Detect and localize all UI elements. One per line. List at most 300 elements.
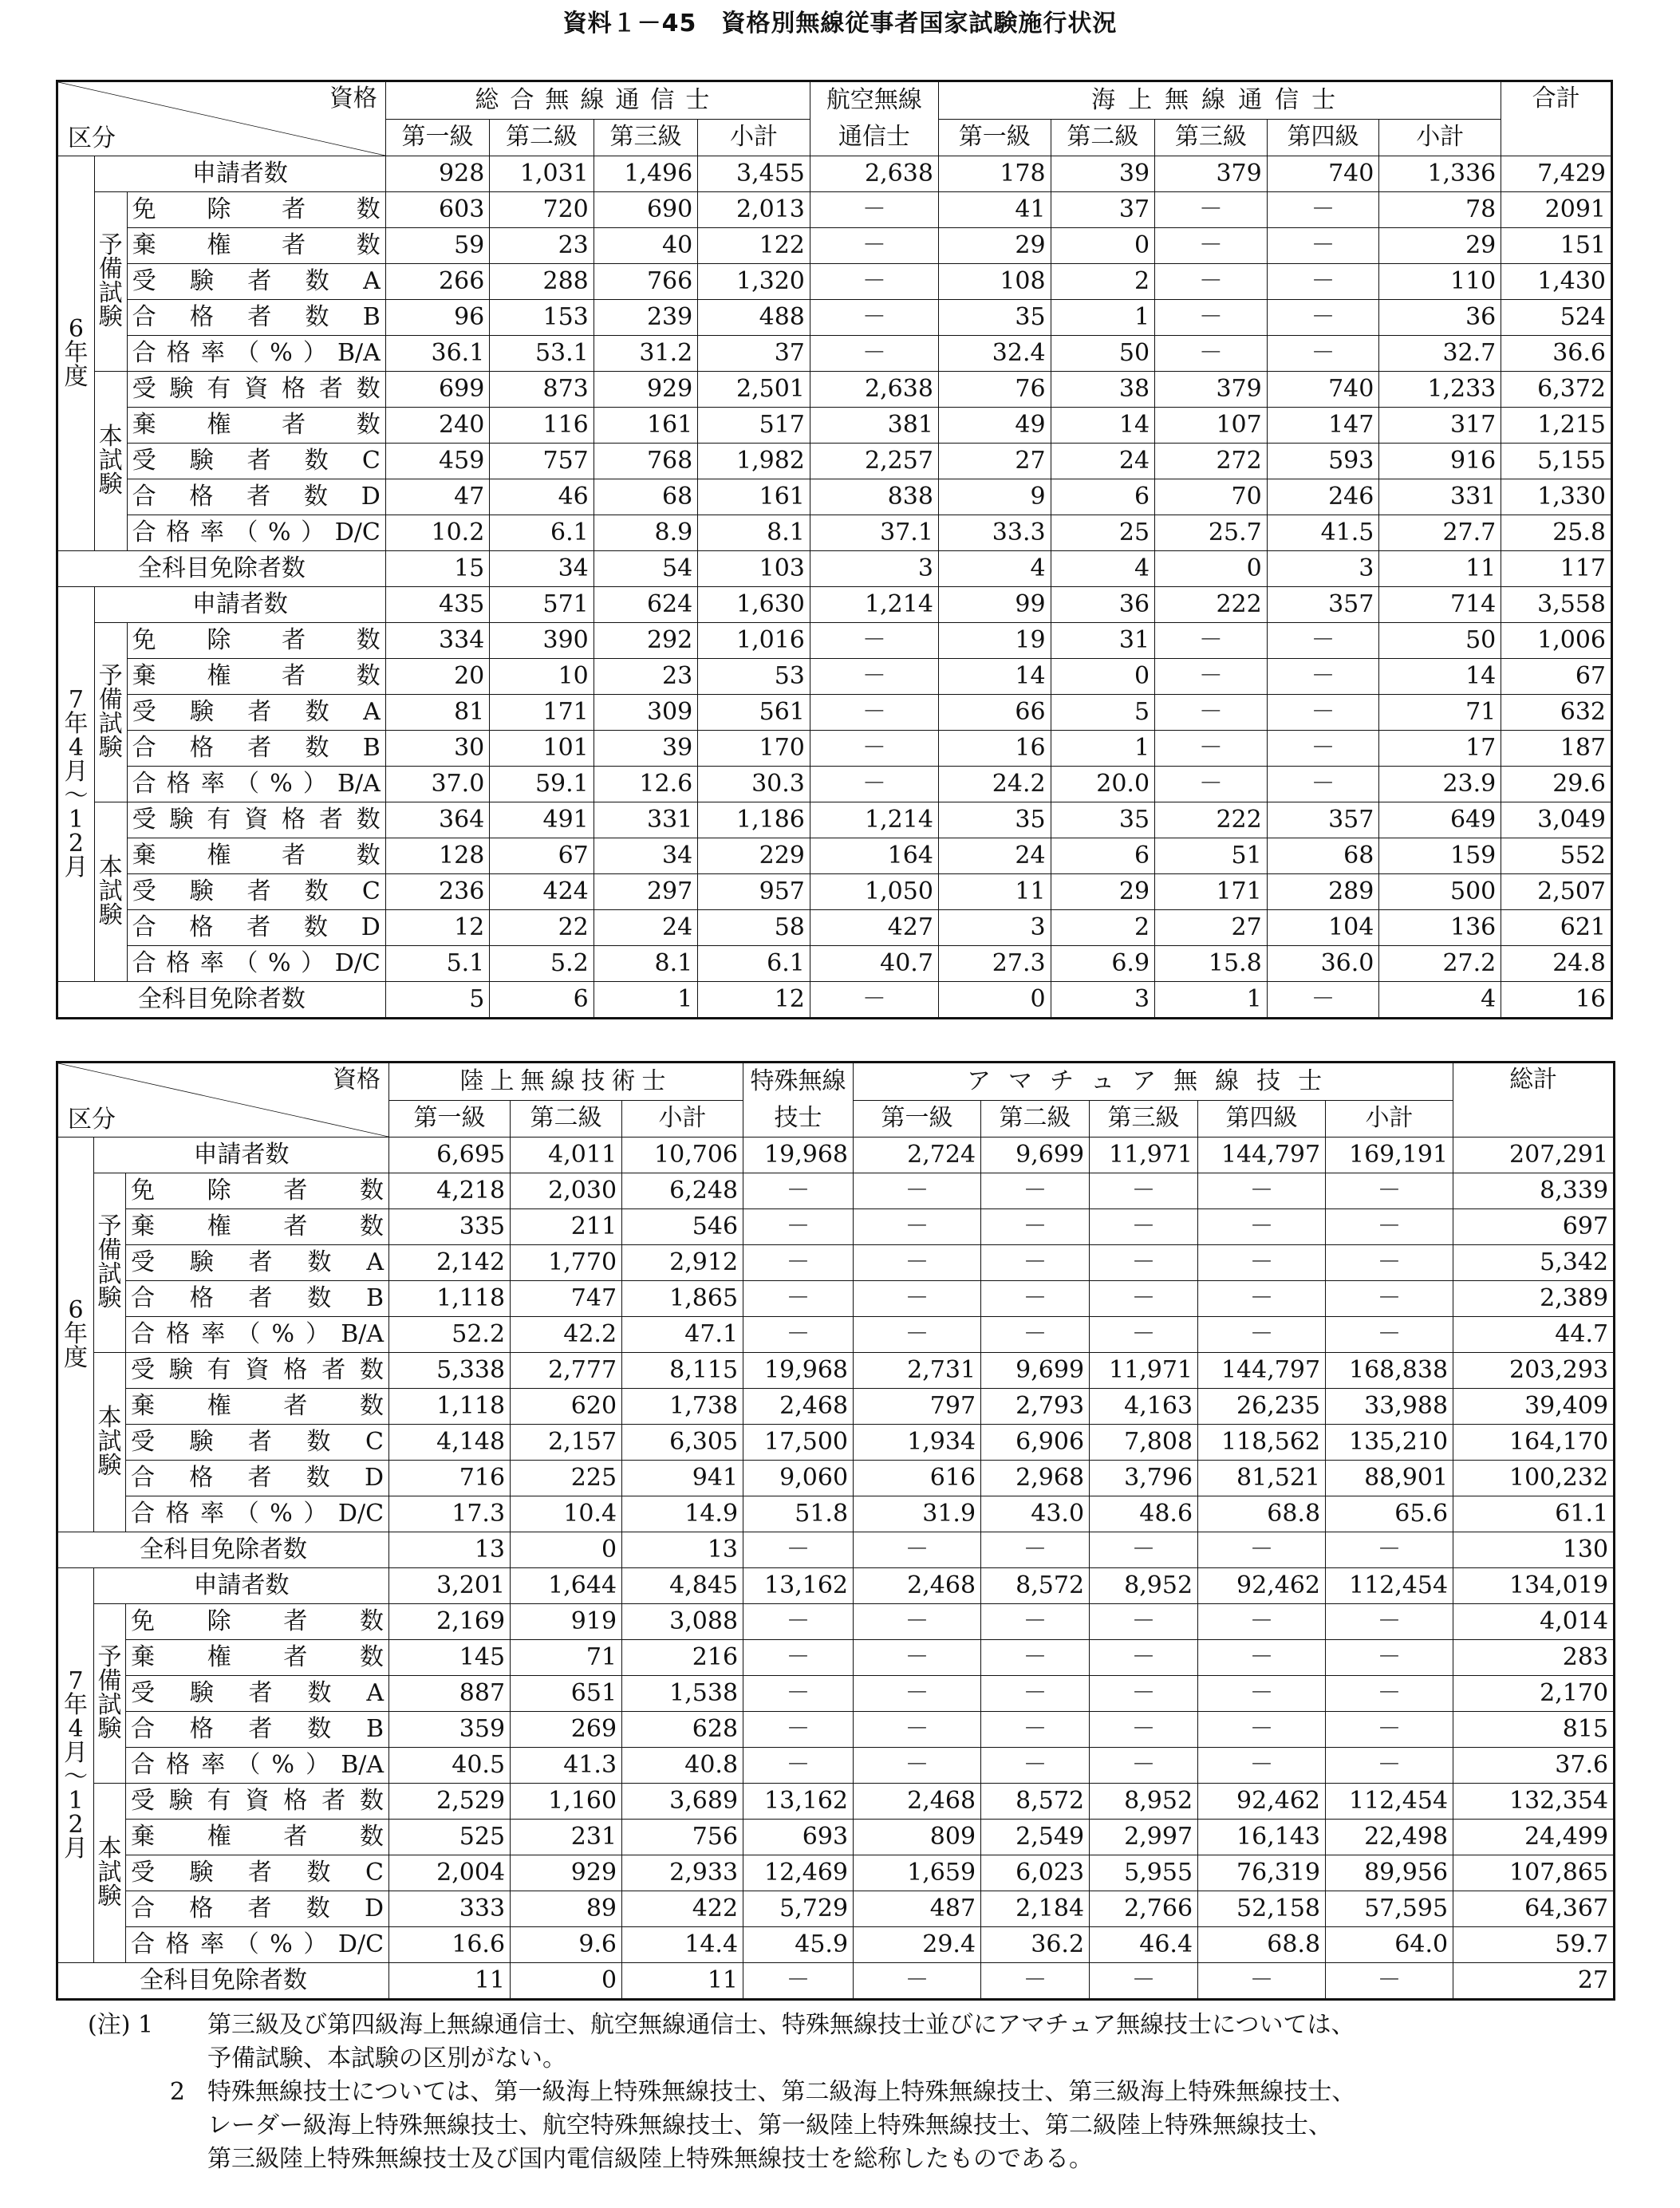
table-cell: －	[981, 1640, 1090, 1676]
table-cell: －	[1198, 1532, 1326, 1568]
table-cell: 231	[511, 1820, 622, 1855]
table-cell: 2,724	[854, 1138, 981, 1173]
table-cell: －	[981, 1209, 1090, 1245]
table-row	[57, 336, 1612, 372]
table-cell: 29	[1051, 874, 1154, 910]
table-cell: －	[1155, 695, 1268, 731]
table-cell: －	[1090, 1245, 1198, 1281]
table-cell: 32.4	[938, 336, 1051, 372]
table-cell: 17,500	[743, 1425, 854, 1461]
table-cell: 2,257	[810, 444, 938, 479]
sub-header: 第四級	[1198, 1100, 1326, 1137]
row-label: 受験者数C	[127, 874, 385, 910]
sub-header: 第三級	[1155, 119, 1268, 156]
table-cell: 40.5	[389, 1748, 511, 1784]
table-cell: －	[1155, 228, 1268, 264]
table-cell: 27	[1155, 910, 1268, 946]
period-label: 7 年 4 月 〜 1 2 月	[57, 587, 95, 982]
row-label: 免除者数	[126, 1604, 389, 1640]
table-cell: 45.9	[743, 1927, 854, 1963]
table-cell: 5,955	[1090, 1855, 1198, 1891]
table-cell: 3,796	[1090, 1461, 1198, 1496]
table-cell: 2,142	[389, 1245, 511, 1281]
table-cell: 4	[938, 551, 1051, 587]
table-cell: －	[1090, 1281, 1198, 1317]
table-cell: 12.6	[594, 767, 697, 802]
table-cell: －	[810, 623, 938, 659]
table-row	[57, 910, 1612, 946]
table-cell: 246	[1267, 479, 1379, 515]
sub-header: 小計	[1379, 119, 1501, 156]
table-cell: －	[1090, 1173, 1198, 1209]
table-cell: 1,031	[490, 156, 594, 192]
table-cell: －	[810, 264, 938, 300]
table-cell: 919	[511, 1604, 622, 1640]
row-label: 棄権者数	[127, 228, 385, 264]
group-header: 陸上無線技術士	[389, 1063, 743, 1101]
sub-header: 第二級	[1051, 119, 1154, 156]
table-cell: －	[1267, 336, 1379, 372]
table-cell: 207,291	[1453, 1138, 1615, 1173]
row-label: 合格者数B	[126, 1281, 389, 1317]
table-cell: 3	[1051, 982, 1154, 1019]
table-row	[57, 767, 1612, 802]
row-label: 受験有資格者数	[126, 1784, 389, 1820]
table-cell: 6	[1051, 838, 1154, 874]
table-cell: －	[1155, 767, 1268, 802]
table-cell: 5,342	[1453, 1245, 1615, 1281]
table-cell: 7,429	[1501, 156, 1612, 192]
note-text: 特殊無線技士については、第一級海上特殊無線技士、第二級海上特殊無線技士、第三級海上特殊無線技士、	[207, 2078, 1356, 2106]
table-row	[57, 874, 1612, 910]
table-cell: 6,305	[622, 1425, 743, 1461]
table-row	[57, 444, 1612, 479]
row-label: 合格率（%）B/A	[126, 1748, 389, 1784]
table-cell: 20	[385, 659, 489, 695]
table-cell: －	[743, 1317, 854, 1353]
table-cell: 222	[1155, 587, 1268, 623]
table-cell: 23	[490, 228, 594, 264]
table-cell: 6,023	[981, 1855, 1090, 1891]
table-cell: 6.9	[1051, 946, 1154, 982]
table-cell: 171	[1155, 874, 1268, 910]
table-cell: 239	[594, 300, 697, 336]
row-label: 合格者数B	[127, 300, 385, 336]
table-cell: 40.8	[622, 1748, 743, 1784]
table-cell: 31	[1051, 623, 1154, 659]
table-cell: －	[743, 1173, 854, 1209]
table-cell: －	[1267, 300, 1379, 336]
table-cell: －	[1267, 264, 1379, 300]
table-cell: 292	[594, 623, 697, 659]
table-cell: 64,367	[1453, 1891, 1615, 1927]
page-title: 資料１－45 資格別無線従事者国家試験施行状況	[562, 10, 1118, 37]
table-cell: 36.1	[385, 336, 489, 372]
table-cell: －	[1267, 228, 1379, 264]
table-cell: 10.2	[385, 515, 489, 551]
table-cell: 52.2	[389, 1317, 511, 1353]
table-cell: 19	[938, 623, 1051, 659]
group-header: 総計	[1453, 1063, 1615, 1138]
table-cell: 4	[1051, 551, 1154, 587]
table-cell: 100,232	[1453, 1461, 1615, 1496]
sub-header: 小計	[622, 1100, 743, 1137]
table-cell: 46	[490, 479, 594, 515]
table-cell: 112,454	[1326, 1568, 1453, 1604]
prelim-exam-label: 予 備 試 験	[94, 623, 127, 802]
table-cell: 6,248	[622, 1173, 743, 1209]
table-cell: 2,157	[511, 1425, 622, 1461]
sub-header: 第一級	[854, 1100, 981, 1137]
table-cell: 379	[1155, 372, 1268, 408]
table-cell: 379	[1155, 156, 1268, 192]
table-cell: 4,148	[389, 1425, 511, 1461]
table-cell: 112,454	[1326, 1784, 1453, 1820]
table-cell: 27.2	[1379, 946, 1501, 982]
prelim-exam-label: 予 備 試 験	[94, 1604, 126, 1784]
table-cell: 51.8	[743, 1496, 854, 1532]
table-cell: 2,468	[743, 1389, 854, 1425]
sub-header: 第一級	[389, 1100, 511, 1137]
table-cell: －	[981, 1676, 1090, 1712]
table-cell: －	[1326, 1281, 1453, 1317]
table-cell: －	[981, 1532, 1090, 1568]
table-cell: 8,572	[981, 1784, 1090, 1820]
table-cell: 0	[938, 982, 1051, 1019]
table-cell: 1	[1051, 731, 1154, 767]
row-label: 申請者数	[94, 587, 385, 623]
table-cell: 76	[938, 372, 1051, 408]
table-cell: 3,455	[698, 156, 810, 192]
table-cell: 25	[1051, 515, 1154, 551]
table-cell: 108	[938, 264, 1051, 300]
note-text: 第三級陸上特殊無線技士及び国内電信級陸上特殊無線技士を総称したものである。	[207, 2145, 1093, 2173]
table-cell: 2,529	[389, 1784, 511, 1820]
table-cell: 117	[1501, 551, 1612, 587]
table-cell: 48.6	[1090, 1496, 1198, 1532]
table-cell: －	[1326, 1209, 1453, 1245]
table-row	[57, 659, 1612, 695]
table-cell: －	[1198, 1245, 1326, 1281]
row-label: 合格者数D	[127, 479, 385, 515]
table-cell: 2,389	[1453, 1281, 1615, 1317]
table-cell: 2,468	[854, 1784, 981, 1820]
table-cell: 14.9	[622, 1496, 743, 1532]
table-cell: －	[1198, 1173, 1326, 1209]
main-exam-label: 本 試 験	[94, 802, 127, 982]
table-cell: 1,770	[511, 1245, 622, 1281]
table-cell: 8,115	[622, 1353, 743, 1389]
table-cell: －	[1198, 1712, 1326, 1748]
table-cell: 44.7	[1453, 1317, 1615, 1353]
table-cell: －	[743, 1640, 854, 1676]
table-cell: －	[1267, 767, 1379, 802]
table-cell: 1,233	[1379, 372, 1501, 408]
table-cell: 99	[938, 587, 1051, 623]
table-cell: 14.4	[622, 1927, 743, 1963]
table-cell: 122	[698, 228, 810, 264]
note-number: 2	[169, 2078, 185, 2106]
table-cell: 2,468	[854, 1568, 981, 1604]
table-cell: 27.3	[938, 946, 1051, 982]
table-cell: 13	[622, 1532, 743, 1568]
table-cell: 2,501	[698, 372, 810, 408]
table-cell: 15	[385, 551, 489, 587]
table-cell: 161	[594, 408, 697, 444]
table-cell: 24.2	[938, 767, 1051, 802]
row-label: 合格率（%）D/C	[127, 946, 385, 982]
table-cell: 13,162	[743, 1568, 854, 1604]
table-row	[57, 1604, 1615, 1640]
table-row	[57, 156, 1612, 192]
table-row	[57, 982, 1612, 1019]
table-row	[57, 192, 1612, 228]
table-cell: －	[1267, 659, 1379, 695]
table-cell: －	[854, 1532, 981, 1568]
table-cell: 67	[490, 838, 594, 874]
table-cell: 40	[594, 228, 697, 264]
table-cell: 70	[1155, 479, 1268, 515]
table-cell: 6.1	[490, 515, 594, 551]
group-header: 総合無線通信士	[385, 81, 810, 120]
table-cell: 68	[1267, 838, 1379, 874]
table-cell: 11,971	[1090, 1138, 1198, 1173]
table-cell: －	[854, 1209, 981, 1245]
table-cell: 916	[1379, 444, 1501, 479]
sub-header: 第三級	[1090, 1100, 1198, 1137]
table-row	[57, 1784, 1615, 1820]
table-cell: 266	[385, 264, 489, 300]
table-row	[57, 1568, 1615, 1604]
table-cell: 0	[1155, 551, 1268, 587]
group-header: 海上無線通信士	[938, 81, 1501, 120]
table-cell: 1,934	[854, 1425, 981, 1461]
row-label: 免除者数	[126, 1173, 389, 1209]
table-row	[57, 372, 1612, 408]
row-label: 棄権者数	[127, 838, 385, 874]
table-cell: －	[854, 1281, 981, 1317]
table-cell: 552	[1501, 838, 1612, 874]
table-cell: 603	[385, 192, 489, 228]
table-cell: 2,793	[981, 1389, 1090, 1425]
footnotes	[88, 2009, 1635, 2176]
table-cell: 714	[1379, 587, 1501, 623]
table-cell: －	[1326, 1640, 1453, 1676]
table-cell: 6.1	[698, 946, 810, 982]
table-cell: 41	[938, 192, 1051, 228]
table-cell: 32.7	[1379, 336, 1501, 372]
table-cell: 118,562	[1198, 1425, 1326, 1461]
table-cell: 39,409	[1453, 1389, 1615, 1425]
row-label: 受験者数C	[126, 1855, 389, 1891]
row-label: 合格者数D	[127, 910, 385, 946]
sub-header: 第一級	[938, 119, 1051, 156]
table-cell: 50	[1379, 623, 1501, 659]
table-cell: －	[743, 1748, 854, 1784]
table-cell: －	[1090, 1640, 1198, 1676]
table-row	[57, 838, 1612, 874]
header-corner	[57, 81, 386, 156]
table-cell: 225	[511, 1461, 622, 1496]
table-cell: 10.4	[511, 1496, 622, 1532]
table-cell: －	[981, 1245, 1090, 1281]
table-row	[57, 551, 1612, 587]
table-cell: －	[810, 982, 938, 1019]
table-cell: 58	[698, 910, 810, 946]
table-cell: 1,865	[622, 1281, 743, 1317]
table-cell: 699	[385, 372, 489, 408]
row-label: 受験有資格者数	[127, 802, 385, 838]
table-cell: 161	[698, 479, 810, 515]
main-exam-label: 本 試 験	[94, 372, 127, 551]
table-cell: 68.8	[1198, 1496, 1326, 1532]
table-cell: －	[981, 1317, 1090, 1353]
row-label: 受験者数C	[127, 444, 385, 479]
table-cell: －	[810, 695, 938, 731]
table-row	[57, 1173, 1615, 1209]
table-cell: 132,354	[1453, 1784, 1615, 1820]
table-cell: －	[1198, 1604, 1326, 1640]
corner-qualification-label: 資格	[333, 1066, 381, 1094]
row-label: 受験有資格者数	[126, 1353, 389, 1389]
table-cell: 17.3	[389, 1496, 511, 1532]
table-communication-operators	[56, 80, 1613, 1019]
table-cell: 187	[1501, 731, 1612, 767]
table-row	[57, 300, 1612, 336]
table-cell: 4,011	[511, 1138, 622, 1173]
main-exam-label: 本 試 験	[94, 1353, 126, 1532]
table-cell: 71	[1379, 695, 1501, 731]
header-corner	[57, 1063, 389, 1138]
row-label: 棄権者数	[126, 1820, 389, 1855]
table-cell: 2,170	[1453, 1676, 1615, 1712]
table-cell: －	[981, 1963, 1090, 2000]
table-cell: 747	[511, 1281, 622, 1317]
table-row	[57, 695, 1612, 731]
table-cell: 144,797	[1198, 1138, 1326, 1173]
table-row	[57, 1245, 1615, 1281]
table-cell: 838	[810, 479, 938, 515]
row-label: 免除者数	[127, 192, 385, 228]
table-cell: 740	[1267, 372, 1379, 408]
table-cell: 333	[389, 1891, 511, 1927]
table-cell: 8,952	[1090, 1784, 1198, 1820]
table-cell: 8,952	[1090, 1568, 1198, 1604]
footnote-2	[88, 2076, 1635, 2109]
row-label: 棄権者数	[127, 408, 385, 444]
table-cell: 2,968	[981, 1461, 1090, 1496]
table-cell: 14	[1379, 659, 1501, 695]
table-cell: 624	[594, 587, 697, 623]
table-cell: 1,160	[511, 1784, 622, 1820]
table-cell: 928	[385, 156, 489, 192]
table-cell: 427	[810, 910, 938, 946]
table-cell: －	[810, 731, 938, 767]
table-cell: 151	[1501, 228, 1612, 264]
table-cell: －	[810, 336, 938, 372]
table-cell: 23.9	[1379, 767, 1501, 802]
table-cell: 357	[1267, 802, 1379, 838]
table-cell: 740	[1267, 156, 1379, 192]
table-cell: 0	[511, 1532, 622, 1568]
table-cell: 65.6	[1326, 1496, 1453, 1532]
table-cell: 1,659	[854, 1855, 981, 1891]
row-label: 合格者数D	[126, 1891, 389, 1927]
note-text: 予備試験、本試験の区別がない。	[207, 2044, 566, 2072]
table-cell: 616	[854, 1461, 981, 1496]
table-cell: 2,638	[810, 156, 938, 192]
table-cell: 1	[1051, 300, 1154, 336]
table-row	[57, 1209, 1615, 1245]
table-cell: 0	[1051, 659, 1154, 695]
note-text: レーダー級海上特殊無線技士、航空特殊無線技士、第一級陸上特殊無線技士、第二級陸上特殊無線技士、	[207, 2111, 1332, 2139]
table-cell: 37	[698, 336, 810, 372]
table-cell: 39	[594, 731, 697, 767]
row-label: 全科目免除者数	[57, 1963, 389, 2000]
table-cell: －	[1090, 1963, 1198, 2000]
table-cell: 145	[389, 1640, 511, 1676]
table-cell: －	[1155, 300, 1268, 336]
table-cell: －	[1155, 192, 1268, 228]
table-technician-operators	[56, 1061, 1615, 2001]
table-cell: 309	[594, 695, 697, 731]
table-cell: 3,558	[1501, 587, 1612, 623]
table-cell: －	[1155, 623, 1268, 659]
row-label: 受験者数A	[126, 1676, 389, 1712]
table-cell: －	[854, 1712, 981, 1748]
table-cell: －	[810, 300, 938, 336]
table-cell: 4,163	[1090, 1389, 1198, 1425]
table-row	[57, 623, 1612, 659]
table-cell: 2	[1051, 264, 1154, 300]
table-cell: 54	[594, 551, 697, 587]
table-row	[57, 1963, 1615, 2000]
table-cell: 13,162	[743, 1784, 854, 1820]
table-cell: 757	[490, 444, 594, 479]
table-cell: 101	[490, 731, 594, 767]
table-row	[57, 1281, 1615, 1317]
table-cell: 288	[490, 264, 594, 300]
table-cell: 5	[1051, 695, 1154, 731]
table-cell: 24.8	[1501, 946, 1612, 982]
table-row	[57, 1748, 1615, 1784]
table-cell: 593	[1267, 444, 1379, 479]
table-cell: 11	[1379, 551, 1501, 587]
table-cell: 4,845	[622, 1568, 743, 1604]
table-cell: 29.6	[1501, 767, 1612, 802]
table-cell: －	[1090, 1604, 1198, 1640]
table-cell: 24	[594, 910, 697, 946]
table-cell: 459	[385, 444, 489, 479]
table-cell: 4	[1379, 982, 1501, 1019]
table-cell: 2,731	[854, 1353, 981, 1389]
table-cell: 61.1	[1453, 1496, 1615, 1532]
table-cell: 1,330	[1501, 479, 1612, 515]
table-cell: 9.6	[511, 1927, 622, 1963]
table-cell: －	[1198, 1963, 1326, 2000]
row-label: 受験者数C	[126, 1425, 389, 1461]
row-label: 棄権者数	[126, 1640, 389, 1676]
table-cell: 81,521	[1198, 1461, 1326, 1496]
table-cell: －	[743, 1676, 854, 1712]
table-cell: 92,462	[1198, 1568, 1326, 1604]
row-label: 受験有資格者数	[127, 372, 385, 408]
table-cell: 1,214	[810, 587, 938, 623]
table-cell: 71	[511, 1640, 622, 1676]
table-cell: 768	[594, 444, 697, 479]
table-row	[57, 515, 1612, 551]
table-row	[57, 1353, 1615, 1389]
